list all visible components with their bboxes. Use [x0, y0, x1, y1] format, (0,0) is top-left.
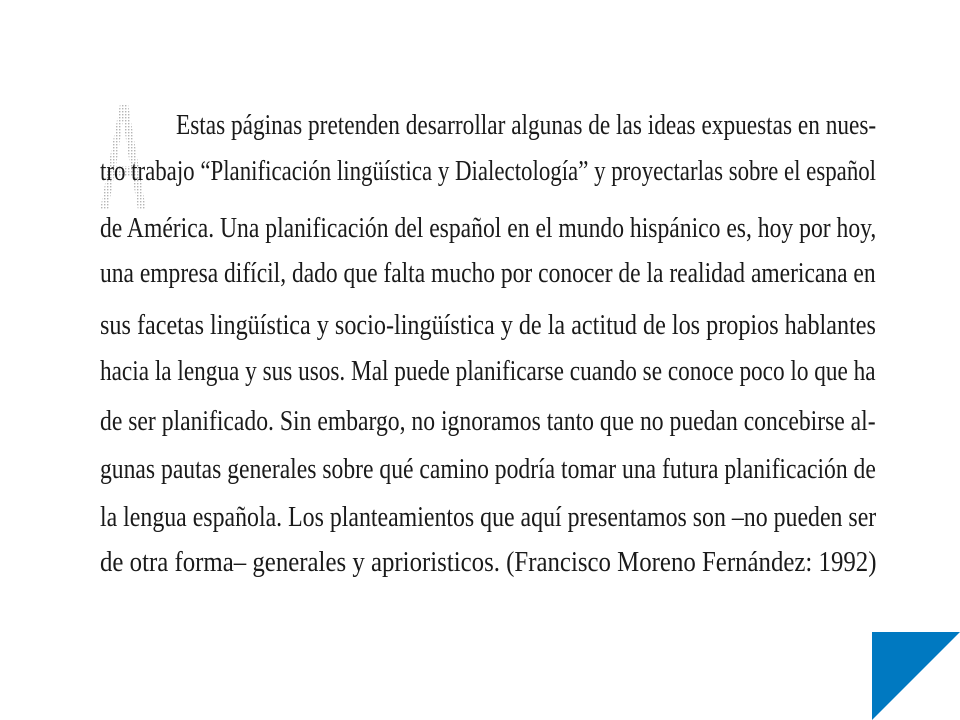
- scanned-text-block: [96, 100, 882, 594]
- text-line-9: la lengua española. Los planteamientos que aquí presentamos son –no pueden ser: [100, 502, 877, 533]
- text-line-3: de América. Una planificación del español en el mundo hispánico es, hoy por hoy,: [100, 213, 877, 244]
- text-line-7: de ser planificado. Sin embargo, no ignoramos tanto que no puedan concebirse al-: [100, 406, 876, 437]
- corner-triangle-icon: [872, 632, 960, 720]
- text-line-8: gunas pautas generales sobre qué camino podría tomar una futura planificación de: [100, 454, 876, 485]
- text-line-2: tro trabajo “Planificación lingüística y Dialectología” y proyectarlas sobre el español: [100, 156, 877, 187]
- text-line-4: una empresa difícil, dado que falta mucho por conocer de la realidad americana en: [100, 258, 876, 289]
- text-line-10: de otra forma– generales y aprioristicos. (Francisco Moreno Fernández: 1992): [100, 547, 877, 578]
- text-line-5: sus facetas lingüística y socio-lingüística y de la actitud de los propios hablantes: [100, 310, 876, 341]
- text-line-1: Estas páginas pretenden desarrollar algunas de las ideas expuestas en nues-: [176, 110, 877, 141]
- corner-triangle-shape: [872, 632, 960, 720]
- text-line-6: hacia la lengua y sus usos. Mal puede planificarse cuando se conoce poco lo que ha: [100, 356, 876, 387]
